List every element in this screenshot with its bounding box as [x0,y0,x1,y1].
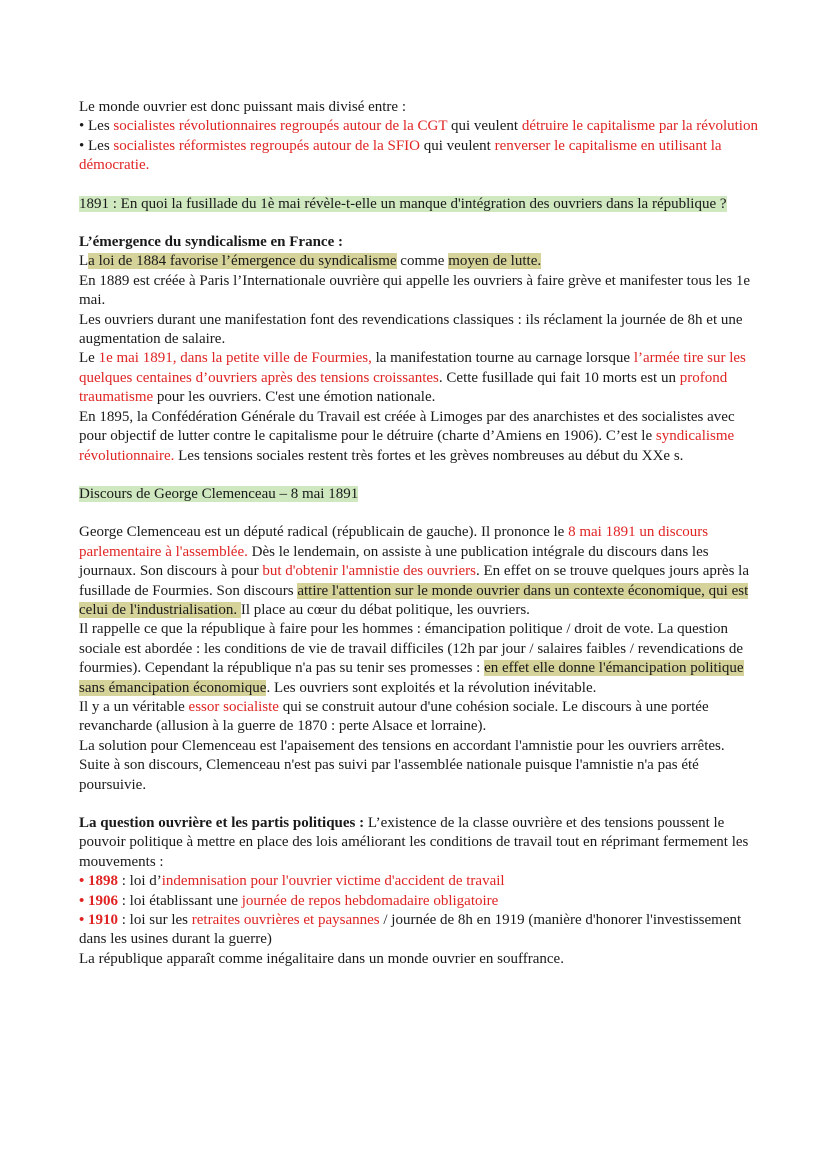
red-text: retraites ouvrières et paysannes [191,912,380,929]
red-text: syndicalisme révolutionnaire. [79,428,735,464]
list-item: • 1906 : loi établissant une journée de repos hebdomadaire obligatoire [79,892,499,909]
bullet-reformistes: • Les socialistes réformistes regroupés autour de la SFIO qui veulent renverser le capitalisme en utilisant la démocratie. [79,137,722,174]
red-text: essor socialiste [188,698,279,715]
year: 1906 [88,892,119,909]
red-text: profond traumatisme [79,369,728,406]
year: 1910 [88,912,119,929]
red-text: l’armée tire sur les quelques centaines d’ouvriers après des tensions croissantes [79,350,746,386]
section-title-partis: La question ouvrière et les partis politiques : [79,815,365,831]
red-text: renverser le capitalisme en utilisant la démocratie. [79,137,722,174]
document-body [79,98,759,969]
paragraph-solution: La solution pour Clemenceau est l'apaisement des tensions en accordant l'amnistie pour les ouvriers arrêtes. Suite à son discours, Clemenceau n'est pas suivi par l'assemblée nationale puisque l'amnistie n'a pas été poursuivie. [79,737,725,793]
year: 1898 [88,873,119,890]
olive-highlight: moyen de lutte. [448,253,542,270]
bullet-revolutionnaires: • Les socialistes révolutionnaires regroupés autour de la CGT qui veulent détruire le capitalisme par la révolution [79,118,758,135]
paragraph-clemenceau: George Clemenceau est un député radical (républicain de gauche). Il prononce le 8 mai 1891 un discours parlementaire à l'assemblée. Dès le lendemain, on assiste à une publication intégrale du discours dans les journaux. Son discours à pour but d'obtenir l'amnistie des ouvriers. En effet on se trouve quelques jours après la fusillade de Fourmies. Son discours attire l'attention sur le monde ouvrier dans un contexte économique, qui est celui de l'industrialisation. Il place au cœur du débat politique, les ouvriers. [79,524,749,618]
paragraph-partis: La question ouvrière et les partis politiques : L’existence de la classe ouvrière et des tensions poussent le pouvoir politique à mettre en place des lois améliorant les conditions de travail tout en réprimant fermement les mouvements : [79,815,749,870]
olive-highlight: attire l'attention sur le monde ouvrier dans un contexte économique, qui est celui de l'industrialisation. [79,582,749,618]
green-highlight: Discours de George Clemenceau – 8 mai 1891 [79,485,359,502]
section-title-discours [79,485,759,504]
paragraph-internationale: En 1889 est créée à Paris l’Internationale ouvrière qui appelle les ouvriers à faire grève et manifester tous les 1e mai. [79,272,750,309]
paragraph-republique: Il rappelle ce que la république à faire pour les hommes : émancipation politique / droit de vote. La question sociale est abordée : les conditions de vie de travail difficiles (12h par jour / salaires faibles / revendications de fourmies). Cependant la république n'a pas su tenir ses promesses : en effet elle donne l'émancipation politique sans émancipation économique. Les ouvriers sont exploités et la révolution inévitable. [79,621,744,696]
section-title-syndicalisme: L’émergence du syndicalisme en France : [79,234,343,251]
paragraph-essor: Il y a un véritable essor socialiste qui se construit autour d'une cohésion sociale. Le discours à une portée revancharde (allusion à la guerre de 1870 : perte Alsace et lorraine). [79,698,709,735]
olive-highlight: a loi de 1884 favorise l’émergence du syndicalisme [88,253,397,270]
red-text: socialistes révolutionnaires regroupés autour de la CGT [113,118,448,135]
list-item: • 1910 : loi sur les retraites ouvrières et paysannes / journée de 8h en 1919 (manière d'honorer l'investissement dans les usines durant la guerre) [79,912,742,948]
red-text: indemnisation pour l'ouvrier victime d'accident de travail [161,873,505,890]
paragraph-loi-1884: La loi de 1884 favorise l’émergence du syndicalisme comme moyen de lutte. [79,253,542,270]
red-text: but d'obtenir l'amnistie des ouvriers [262,563,477,580]
intro-line: Le monde ouvrier est donc puissant mais divisé entre : [79,99,407,115]
paragraph-fourmies: Le 1e mai 1891, dans la petite ville de Fourmies, la manifestation tourne au carnage lorsque l’armée tire sur les quelques centaines d’ouvriers après des tensions croissantes. Cette fusillade qui fait 10 morts est un profond traumatisme pour les ouvriers. C'est une émotion nationale. [79,350,746,406]
paragraph-conclusion: La république apparaît comme inégalitaire dans un monde ouvrier en souffrance. [79,950,564,967]
olive-highlight: en effet elle donne l'émancipation politique sans émancipation économique [79,660,744,696]
green-highlight: 1891 : En quoi la fusillade du 1è mai révèle-t-elle un manque d'intégration des ouvriers dans la république ? [79,195,727,212]
paragraph-revendications: Les ouvriers durant une manifestation font des revendications classiques : ils réclament la journée de 8h et une augmentation de salaire. [79,311,743,348]
red-text: socialistes réformistes regroupés autour de la SFIO [113,137,421,154]
question-heading [79,195,759,214]
paragraph-cgt: En 1895, la Confédération Générale du Travail est créée à Limoges par des anarchistes et des socialistes avec pour objectif de lutter contre le capitalisme pour le détruire (charte d’Amiens en 1906). C’est le syndicalisme révolutionnaire. Les tensions sociales restent très fortes et les grèves nombreuses au début du XXe s. [79,408,735,464]
red-text: 1e mai 1891, dans la petite ville de Fourmies, [98,350,372,367]
list-item: • 1898 : loi d’indemnisation pour l'ouvrier victime d'accident de travail [79,873,505,890]
red-text: journée de repos hebdomadaire obligatoire [241,892,499,909]
red-text: détruire le capitalisme par la révolution [521,118,758,135]
red-text: 8 mai 1891 un discours parlementaire à l'assemblée. [79,524,709,560]
